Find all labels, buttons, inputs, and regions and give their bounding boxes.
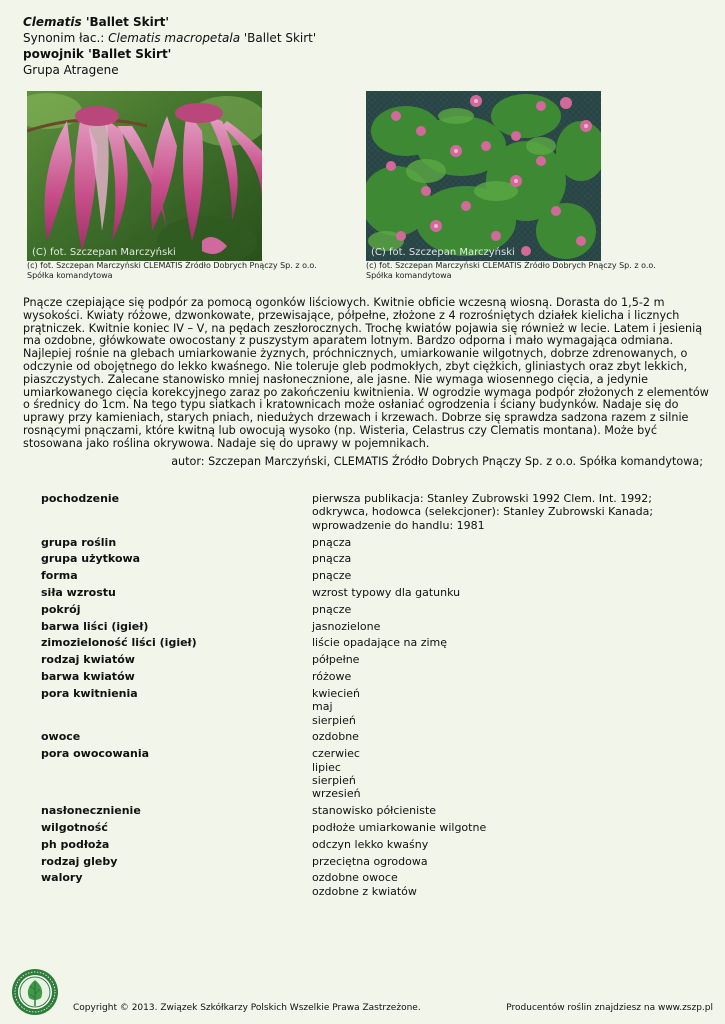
property-value: pierwsza publikacja: Stanley Zubrowski 1992 Clem. Int. 1992; odkrywca, hodowca (selekcjoner): Stanley Zubrowski Kanada; wprowadzenie do handlu: 1981 [312, 492, 654, 532]
property-value: pnącze [312, 569, 352, 583]
property-value: ozdobne owoce [312, 871, 398, 885]
page-footer [0, 996, 725, 1024]
property-value: półpełne [312, 653, 360, 667]
property-label: forma [41, 569, 78, 583]
property-label: pora owocowania [41, 747, 150, 761]
producers-link-text: Producentów roślin znajdziesz na www.zszp.pl [506, 1003, 713, 1013]
property-row [41, 552, 711, 565]
property-values [312, 636, 711, 649]
synonym-cultivar: 'Ballet Skirt' [240, 31, 317, 45]
property-row [41, 855, 711, 868]
property-values [312, 855, 711, 868]
copyright-text: Copyright © 2013. Związek Szkółkarzy Polskich Wszelkie Prawa Zastrzeżone. [73, 1003, 421, 1013]
plant-habit-photo [366, 91, 601, 261]
property-label: pochodzenie [41, 492, 120, 505]
property-value: pnącze [312, 602, 352, 616]
property-label: owoce [41, 730, 81, 744]
property-row [41, 569, 711, 582]
property-value: sierpień [312, 774, 356, 787]
property-value: podłoże umiarkowanie wilgotne [312, 821, 487, 834]
property-values [312, 536, 711, 549]
photo-caption: (c) fot. Szczepan Marczyński CLEMATIS Źródło Dobrych Pnączy Sp. z o.o. Spółka komandytowa [366, 261, 656, 280]
property-label: rodzaj kwiatów [41, 653, 135, 667]
association-logo-icon [11, 968, 59, 1016]
property-value: stanowisko półcieniste [312, 804, 437, 818]
property-row [41, 804, 711, 817]
plant-header [23, 14, 316, 78]
property-row [41, 636, 711, 649]
property-values [312, 603, 711, 616]
property-values [312, 569, 711, 582]
property-value: przeciętna ogrodowa [312, 854, 428, 868]
property-row [41, 603, 711, 616]
property-value: kwiecień [312, 686, 361, 700]
property-label: ph podłoża [41, 837, 110, 851]
property-value: pnącza [312, 535, 352, 549]
property-row [41, 620, 711, 633]
property-row [41, 586, 711, 599]
property-value: ozdobne z kwiatów [312, 884, 417, 898]
photo-watermark: (C) fot. Szczepan Marczyński [32, 247, 176, 258]
author-credit: autor: Szczepan Marczyński, CLEMATIS Źródło Dobrych Pnączy Sp. z o.o. Spółka komandytowa; [171, 455, 703, 468]
property-row [41, 670, 711, 683]
property-label: pora kwitnienia [41, 686, 138, 700]
property-values [312, 730, 711, 743]
property-values [312, 821, 711, 834]
property-label: zimozieloność liści (igieł) [41, 636, 197, 650]
property-row [41, 687, 711, 727]
property-label: barwa kwiatów [41, 669, 135, 683]
synonym-latin: Clematis macropetala [108, 31, 241, 45]
property-value: lipiec [312, 760, 341, 774]
property-values [312, 620, 711, 633]
properties-table [41, 492, 711, 902]
property-row [41, 492, 711, 532]
property-value: czerwiec [312, 747, 360, 761]
property-row [41, 730, 711, 743]
property-label: nasłonecznienie [41, 804, 141, 818]
property-value: sierpień [312, 713, 356, 727]
property-row [41, 747, 711, 801]
property-values [312, 687, 711, 727]
property-values [312, 747, 711, 801]
property-value: odczyn lekko kwaśny [312, 837, 429, 851]
property-values [312, 871, 711, 898]
property-values [312, 838, 711, 851]
property-label: grupa użytkowa [41, 552, 141, 566]
property-values [312, 492, 711, 532]
property-value: jasnozielone [312, 619, 381, 633]
property-row [41, 821, 711, 834]
synonym-prefix: Synonim łac.: [23, 31, 109, 45]
property-label: wilgotność [41, 821, 108, 834]
property-label: siła wzrostu [41, 586, 116, 599]
plant-description: Pnącze czepiające się podpór za pomocą ogonków liściowych. Kwitnie obficie wczesną wiosną. Dorasta do 1,5-2 m wysokości. Kwiaty różowe, dzwonkowate, przewisające, półpełne, złożone z 4 rozrośniętych działek kielicha i licznych prątniczek. Kwitnie koniec IV – V, na pędach zeszłorocznych. Trochę kwiatów pojawia się również w lecie. Latem i jesienią ma ozdobne, główkowate owocostany z puszystym aparatem lotnym. Bardzo odporna i mało wymagająca odmiana. Najlepiej rośnie na glebach umiarkowanie żyznych, próchnicznych, umiarkowanie wilgotnych, dobrze zdrenowanych, o odczynie od obojętnego do lekko kwaśnego. Nie toleruje gleb podmokłych, zbyt ciężkich, gliniastych oraz zbyt lekkich, piaszczystych. Zalecane stanowisko mniej nasłonecznione, ale jasne. Nie wymaga wiosennego cięcia, a jedynie umiarkowanego cięcia korekcyjnego zaraz po zakończeniu kwitnienia. W ogrodzie wymaga podpór złożonych z elementów o średnicy do 1cm. Na tego typu siatkach i kratownicach może osłaniać ogrodzenia i ściany budynków. Nadaje się do uprawy przy kamieniach, starych pniach, niedużych drzewach i krzewach. Dobrze się sprawdza sadzona razem z silnie rosnącymi pnączami, które kwitną lub owocują wysoko (np. Wisteria, Celastrus czy Clematis montana). Może być stosowana jako roślina okrywowa. Nadaje się do uprawy w pojemnikach. [23, 296, 709, 450]
flower-closeup-photo [27, 91, 262, 261]
synonym-line [23, 30, 316, 46]
property-values [312, 552, 711, 565]
photo-caption: (c) fot. Szczepan Marczyński CLEMATIS Źródło Dobrych Pnączy Sp. z o.o. Spółka komandytowa [27, 261, 317, 280]
property-row [41, 871, 711, 898]
property-row [41, 653, 711, 666]
property-value: liście opadające na zimę [312, 636, 448, 650]
property-values [312, 653, 711, 666]
title-latin-genus: Clematis [23, 15, 82, 29]
property-label: grupa roślin [41, 535, 117, 549]
property-values [312, 670, 711, 683]
property-value: wzrost typowy dla gatunku [312, 586, 461, 599]
property-value: ozdobne [312, 730, 359, 744]
property-label: walory [41, 871, 83, 885]
property-value: wrzesień [312, 787, 361, 801]
property-value: pnącza [312, 552, 352, 566]
plant-title [23, 14, 316, 30]
photo-watermark: (C) fot. Szczepan Marczyński [371, 247, 515, 258]
property-label: barwa liści (igieł) [41, 619, 149, 633]
property-value: różowe [312, 669, 352, 683]
property-values [312, 586, 711, 599]
plant-group: Grupa Atragene [23, 63, 119, 77]
property-label: rodzaj gleby [41, 854, 118, 868]
property-values [312, 804, 711, 817]
polish-name: powojnik 'Ballet Skirt' [23, 47, 172, 61]
property-row [41, 536, 711, 549]
title-cultivar: 'Ballet Skirt' [81, 15, 170, 29]
property-value: maj [312, 700, 333, 714]
property-label: pokrój [41, 602, 81, 616]
property-row [41, 838, 711, 851]
